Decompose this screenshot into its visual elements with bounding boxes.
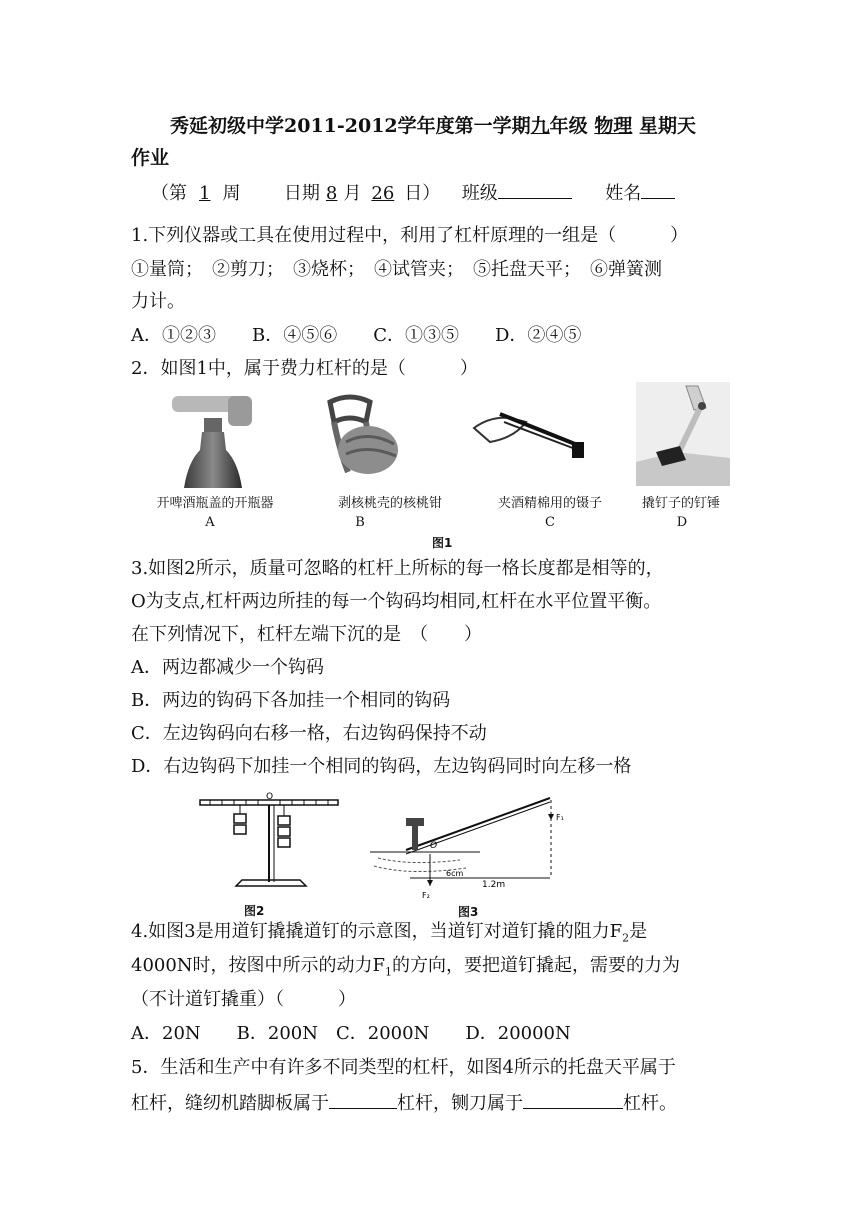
fig1-letter-d: D [676, 515, 688, 530]
q3-line3: 在下列情况下，杠杆左端下沉的是 （ ） [131, 624, 482, 645]
q5-blank-guillotine[interactable] [523, 1090, 623, 1109]
q4-line1 [131, 920, 741, 951]
day-value: 26 [371, 183, 395, 204]
q4-line3: （不计道钉撬重）（ ） [131, 989, 356, 1010]
week-suffix: 周 [222, 183, 241, 204]
fig1-caption-d: 撬钉子的钉锤 [641, 496, 720, 511]
q1-items-line1: ①量筒； ②剪刀； ③烧杯； ④试管夹； ⑤托盘天平； ⑥弹簧测 [131, 259, 662, 280]
tweezers-image [470, 398, 590, 464]
fig3-o-label: O [430, 841, 438, 851]
grade-suffix: 年级 [549, 115, 588, 137]
month-value: 8 [325, 183, 338, 204]
day-suffix: 日） [404, 183, 441, 204]
q5-line2 [131, 1090, 741, 1116]
fig2-pivot-label: O [266, 792, 274, 802]
fig3-spike-lever-diagram [370, 790, 570, 912]
q3-option-b: B．两边的钩码下各加挂一个相同的钩码 [131, 690, 451, 711]
name-label: 姓名 [605, 183, 642, 204]
q4-line2-tail: 的方向，要把道钉撬起，需要的力为 [392, 955, 681, 976]
fig1-caption-c: 夹酒精棉用的镊子 [497, 496, 602, 511]
name-field[interactable] [641, 180, 675, 199]
fig1-letter-c: C [545, 515, 555, 530]
q5-text-c: 杠杆。 [623, 1093, 677, 1114]
week-number: 1 [199, 183, 211, 204]
fig1-caption-b: 剥核桃壳的核桃钳 [337, 496, 442, 511]
header-info [151, 180, 761, 206]
fig3-f1-label: F₁ [556, 813, 564, 822]
school-name: 秀延初级中学2011-2012学年度第一学期 [170, 115, 531, 137]
subject: 物理 [594, 115, 633, 137]
q4-f2-subscript: 2 [622, 931, 630, 945]
q3-line2: O为支点,杠杆两边所挂的每一个钩码均相同,杠杆在水平位置平衡。 [131, 591, 662, 612]
nutcracker-image [310, 392, 406, 482]
q1-stem: 1.下列仪器或工具在使用过程中，利用了杠杆原理的一组是（ ） [131, 225, 689, 246]
fig1-letter-a: A [205, 515, 215, 530]
date-label: 日期 [283, 183, 320, 204]
fig1-letter-b: B [355, 515, 365, 530]
page-title-line2: 作业 [131, 147, 170, 169]
q4-line1-tail: 是 [629, 921, 648, 942]
fig2-lever-diagram [196, 788, 344, 892]
fig3-f2-label: F₂ [422, 891, 430, 900]
q4-line1-text: 4.如图3是用道钉撬撬道钉的示意图，当道钉对道钉撬的阻力F [131, 921, 623, 942]
week-prefix: （第 [151, 183, 187, 204]
fig2-label: 图2 [244, 904, 265, 918]
q5-text-b: 杠杆，铡刀属于 [397, 1093, 523, 1114]
fig3-12m-label: 1.2m [482, 880, 506, 890]
q2-stem: 2．如图1中，属于费力杠杆的是（ ） [131, 358, 478, 379]
fig1-caption-a: 开啤酒瓶盖的开瓶器 [156, 496, 274, 511]
q1-options: A．①②③ B．④⑤⑥ C．①③⑤ D．②④⑤ [131, 325, 582, 346]
q1-items-line2: 力计。 [131, 291, 185, 312]
q4-f1-subscript: 1 [385, 965, 393, 979]
q5-blank-sewing-pedal[interactable] [329, 1090, 397, 1109]
q4-line2 [131, 954, 741, 985]
q3-option-c: C．左边钩码向右移一格，右边钩码保持不动 [131, 723, 487, 744]
q4-options: A．20N B．200N C．2000N D．20000N [131, 1023, 571, 1044]
q3-option-d: D．右边钩码下加挂一个相同的钩码，左边钩码同时向左移一格 [131, 756, 632, 777]
q4-line2-text: 4000N时，按图中所示的动力F [131, 955, 386, 976]
page-title [170, 114, 780, 138]
q3-line1: 3.如图2所示，质量可忽略的杠杆上所标的每一格长度都是相等的， [131, 558, 664, 579]
class-field[interactable] [498, 180, 572, 199]
claw-hammer-image [636, 382, 730, 486]
bottle-opener-image [168, 392, 258, 488]
fig3-6cm-label: 6cm [446, 869, 464, 878]
fig1-label: 图1 [432, 536, 453, 550]
q3-option-a: A．两边都减少一个钩码 [131, 657, 324, 678]
q5-text-a: 杠杆，缝纫机踏脚板属于 [131, 1093, 329, 1114]
class-label: 班级 [461, 183, 498, 204]
grade: 九 [530, 115, 550, 137]
title-suffix: 星期天 [638, 115, 696, 137]
q5-line1: 5．生活和生产中有许多不同类型的杠杆，如图4所示的托盘天平属于 [131, 1057, 676, 1078]
fig3-label: 图3 [458, 905, 479, 919]
month-suffix: 月 [343, 183, 362, 204]
